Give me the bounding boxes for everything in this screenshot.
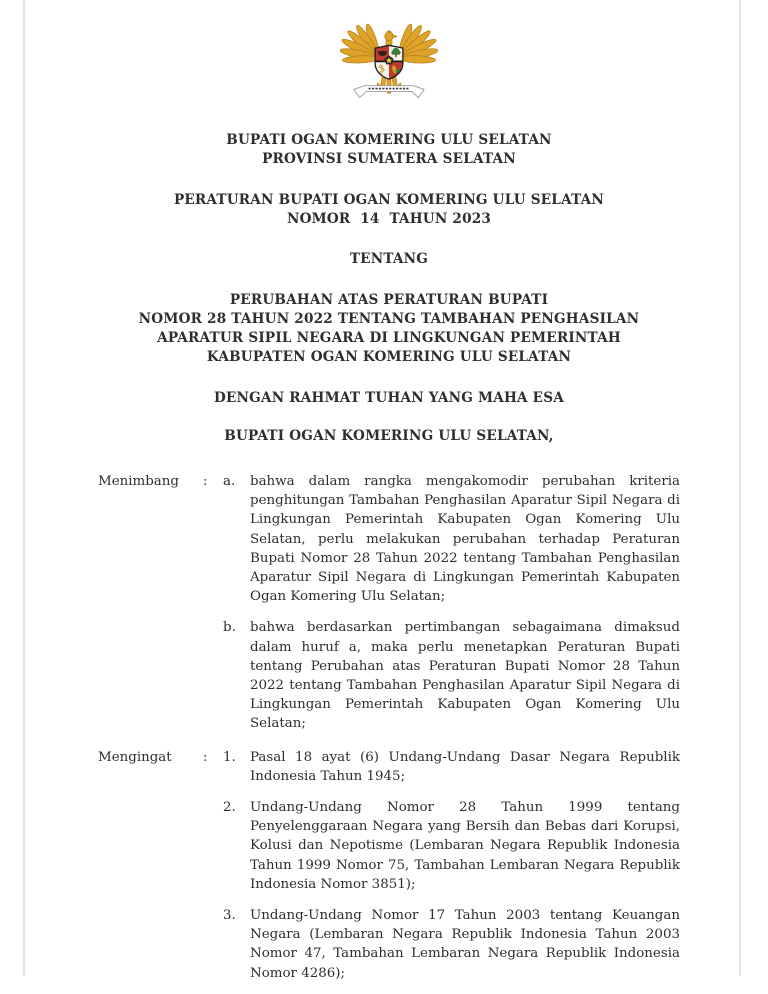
menimbang-colon: : [203, 474, 208, 489]
menimbang-label: Menimbang [98, 474, 179, 489]
menimbang-items [223, 472, 680, 734]
item-marker: b. [223, 620, 236, 636]
letterhead-line-2: PROVINSI SUMATERA SELATAN [262, 151, 516, 167]
subject-line-1: PERUBAHAN ATAS PERATURAN BUPATI [229, 292, 549, 308]
issuing-authority: BUPATI OGAN KOMERING ULU SELATAN, [224, 428, 554, 444]
menimbang-item-a [223, 472, 680, 606]
regulation-subject [98, 291, 680, 367]
grace-formula: DENGAN RAHMAT TUHAN YANG MAHA ESA [214, 390, 564, 406]
item-marker: 2. [223, 800, 236, 816]
subject-line-3: APARATUR SIPIL NEGARA DI LINGKUNGAN PEMERINTAH [157, 330, 621, 346]
item-text: bahwa dalam rangka mengakomodir perubahan kriteria penghitungan Tambahan Penghasilan Aparatur Sipil Negara di Lingkungan Pemerintah Kabupaten Ogan Komering Ulu Selatan, perlu melakukan perubahan terhadap Peraturan Bupati Nomor 28 Tahun 2022 tentang Tambahan Penghasilan Aparatur Sipil Negara di Lingkungan Pemerintah Kabupaten Ogan Komering Ulu Selatan; [250, 474, 680, 605]
regulation-title [98, 191, 680, 229]
document-page [23, 0, 741, 981]
letterhead [98, 131, 680, 169]
mengingat-item-2 [223, 798, 680, 894]
item-text: Undang-Undang Nomor 17 Tahun 2003 tentang Keuangan Negara (Lembaran Negara Republik Indonesia Tahun 2003 Nomor 47, Tambahan Lembaran Negara Republik Indonesia Nomor 4286); [250, 908, 680, 981]
mengingat-label: Mengingat [98, 749, 172, 765]
menimbang-item-b [223, 618, 680, 733]
mengingat-items [223, 748, 680, 983]
item-marker: 1. [223, 749, 236, 765]
tentang-heading: TENTANG [349, 251, 429, 267]
subject-line-4: KABUPATEN OGAN KOMERING ULU SELATAN [206, 349, 572, 365]
letterhead-line-1: BUPATI OGAN KOMERING ULU SELATAN [226, 132, 552, 148]
subject-line-2: NOMOR 28 TAHUN 2022 TENTANG TAMBAHAN PENGHASILAN [138, 311, 640, 327]
mengingat-colon: : [203, 749, 208, 765]
regulation-title-line: PERATURAN BUPATI OGAN KOMERING ULU SELATAN [173, 192, 605, 208]
mengingat-item-3 [223, 906, 680, 983]
item-marker: a. [223, 474, 236, 489]
item-text: Pasal 18 ayat (6) Undang-Undang Dasar Negara Republik Indonesia Tahun 1945; [250, 749, 680, 784]
mengingat-item-1 [223, 748, 680, 786]
item-text: Undang-Undang Nomor 28 Tahun 1999 tentang Penyelenggaraan Negara yang Bersih dan Bebas dari Korupsi, Kolusi dan Nepotisme (Lembaran Negara Republik Indonesia Tahun 1999 Nomor 75, Tambahan Lembaran Negara Republik Indonesia Nomor 3851); [250, 800, 680, 892]
item-marker: 3. [223, 908, 236, 924]
menimbang-section [98, 472, 680, 734]
page-content [25, 13, 739, 983]
garuda-pancasila-emblem [340, 13, 438, 107]
mengingat-section [98, 748, 680, 983]
garuda-pancasila-icon [340, 13, 438, 107]
item-text: bahwa berdasarkan pertimbangan sebagaimana dimaksud dalam huruf a, maka perlu menetapkan Peraturan Bupati tentang Perubahan atas Peraturan Bupati Nomor 28 Tahun 2022 tentang Tambahan Penghasilan Aparatur Sipil Negara di Lingkungan Pemerintah Kabupaten Ogan Komering Ulu Selatan; [250, 620, 680, 732]
regulation-number: NOMOR 14 TAHUN 2023 [286, 211, 492, 227]
